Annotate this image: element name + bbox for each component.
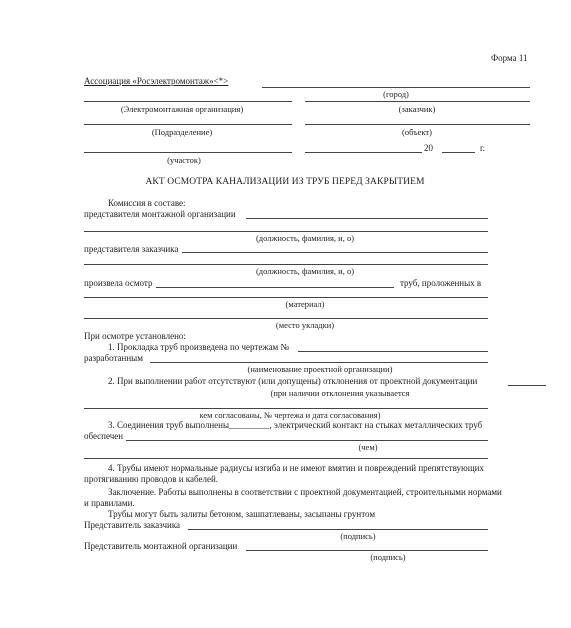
signature-caption-2: (подпись) xyxy=(370,552,406,562)
place-caption: (место укладки) xyxy=(275,320,335,330)
document-title: АКТ ОСМОТРА КАНАЛИЗАЦИИ ИЗ ТРУБ ПЕРЕД ЗАКРЫТИЕМ xyxy=(145,177,425,187)
item4-line1: 4. Трубы имеют нормальные радиусы изгиба и не имеют вмятин и повреждений препятствующих xyxy=(108,463,485,473)
object-line[interactable] xyxy=(305,124,530,125)
item2-caption: (при наличии отклонения указывается xyxy=(270,388,410,398)
org-caption: (Электромонтажная организация) xyxy=(120,104,244,114)
installer-rep-line[interactable] xyxy=(246,218,488,219)
customer-signature-line[interactable] xyxy=(188,529,488,530)
commission-intro: Комиссия в составе: xyxy=(108,198,186,208)
item2-details-line[interactable] xyxy=(84,408,488,409)
item1-drawing-line[interactable] xyxy=(298,351,488,352)
form-number: Форма 11 xyxy=(491,53,528,63)
place-line[interactable] xyxy=(84,318,488,319)
customer-rep-line[interactable] xyxy=(182,252,488,253)
city-line[interactable] xyxy=(262,87,530,88)
concrete-note: Трубы могут быть залиты бетоном, зашпатлеваны, засыпаны грунтом xyxy=(108,509,376,519)
item2-deviation-line[interactable] xyxy=(508,385,546,386)
date-year-line[interactable] xyxy=(442,152,475,153)
object-caption: (объект) xyxy=(402,127,432,137)
site-caption: (участок) xyxy=(167,155,201,165)
item1-developer-line[interactable] xyxy=(150,362,488,363)
item3-provided-label: обеспечен xyxy=(84,431,124,441)
inspected-label: произвела осмотр xyxy=(84,278,153,288)
customer-signature-label: Представитель заказчика xyxy=(84,520,181,530)
conclusion-line2: и правилами. xyxy=(84,498,135,508)
item1-developed-label: разработанным xyxy=(84,353,143,363)
pipes-laid-label: труб, проложенных в xyxy=(400,278,482,288)
installer-rep-label: представителя монтажной организации xyxy=(84,209,236,219)
customer-rep-label: представителя заказчика xyxy=(84,244,179,254)
material-line[interactable] xyxy=(84,297,488,298)
association-name: Ассоциация «Росэлектромонтаж»<*> xyxy=(84,76,229,86)
customer-rep-line-2[interactable] xyxy=(84,264,488,265)
org-line[interactable] xyxy=(84,101,292,102)
item4-line2: протягиванию проводов и кабелей. xyxy=(84,474,219,484)
installer-signature-label: Представитель монтажной организации xyxy=(84,541,238,551)
item3-provided-line[interactable] xyxy=(126,440,488,441)
installer-signature-line[interactable] xyxy=(246,550,488,551)
position-caption-2: (должность, фамилия, и, о) xyxy=(255,266,355,276)
date-suffix: г. xyxy=(480,143,485,153)
city-caption: (город) xyxy=(383,89,409,99)
signature-caption-1: (подпись) xyxy=(340,531,376,541)
installer-rep-line-2[interactable] xyxy=(84,231,488,232)
item3-caption: (чем) xyxy=(358,442,378,452)
item3-text: 3. Соединения труб выполнены_________, электрический контакт на стыках металлических труб xyxy=(108,420,483,430)
item3-extra-line[interactable] xyxy=(84,458,488,459)
findings-intro: При осмотре установлено: xyxy=(84,331,186,341)
inspected-line[interactable] xyxy=(156,287,394,288)
site-line[interactable] xyxy=(84,152,292,153)
customer-caption: (заказчик) xyxy=(398,104,436,114)
division-caption: (Подразделение) xyxy=(151,127,213,137)
date-year-prefix: 20 xyxy=(424,143,433,153)
date-day-line[interactable] xyxy=(305,152,422,153)
conclusion-line1: Заключение. Работы выполнены в соответствии с проектной документацией, строительными нормами xyxy=(108,487,502,497)
position-caption-1: (должность, фамилия, и, о) xyxy=(255,233,355,243)
item1-caption: (наименование проектной организации) xyxy=(247,364,393,374)
item1-text: 1. Прокладка труб произведена по чертежам № xyxy=(108,342,290,352)
item2-text: 2. При выполнении работ отсутствуют (или допущены) отклонения от проектной документации xyxy=(108,376,478,386)
division-line[interactable] xyxy=(84,124,292,125)
material-caption: (материал) xyxy=(285,299,325,309)
customer-line[interactable] xyxy=(305,101,530,102)
item2-caption-2: кем согласованы, № чертежа и дата согласования) xyxy=(199,410,381,420)
